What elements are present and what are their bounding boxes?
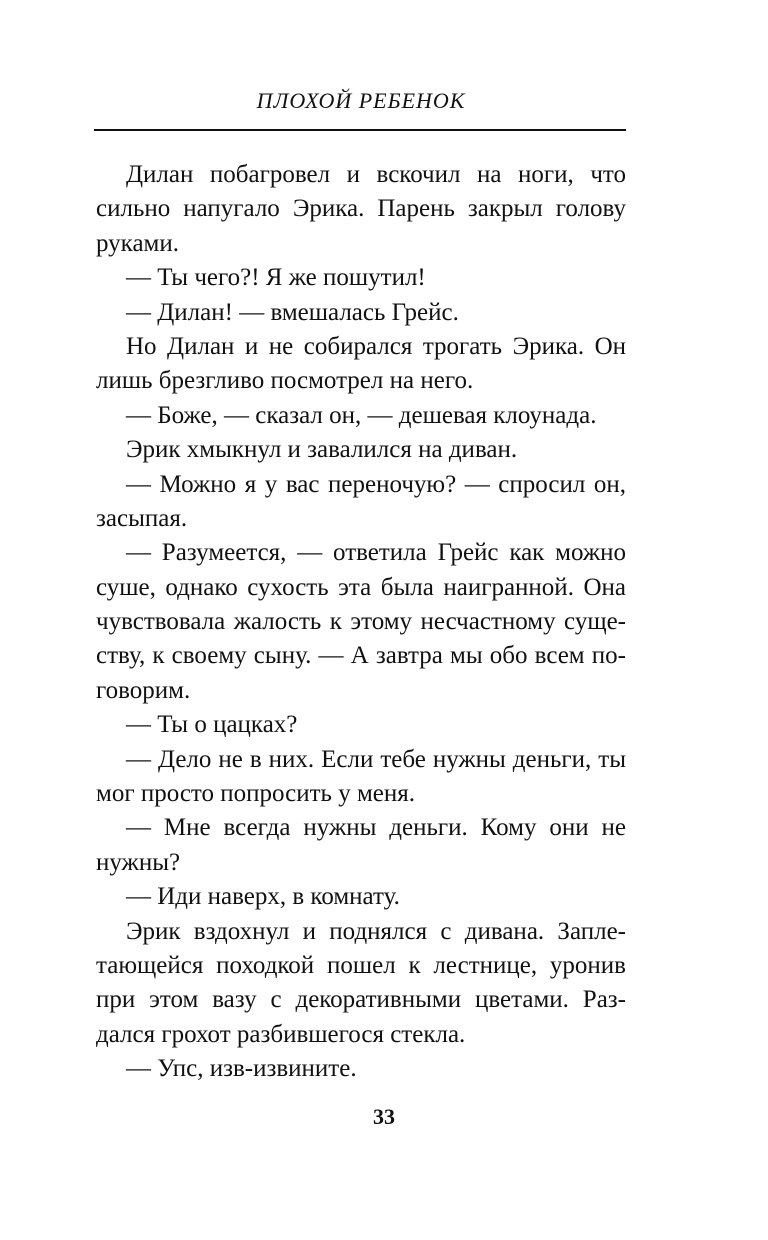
text-line: дался грохот разбившегося стекла. (96, 1020, 466, 1048)
text-line: чувствовала жалость к этому несчастному суще- (96, 608, 626, 636)
text-line: суше, однако сухость эта была наигранной. Она (96, 573, 626, 601)
text-line: — Боже, — сказал он, — дешевая клоунада. (126, 401, 597, 429)
text-line: — Иди наверх, в комнату. (126, 883, 400, 911)
text-line: руками. (96, 229, 179, 257)
text-line: Дилан побагровел и вскочил на ноги, что (126, 161, 626, 188)
text-line: при этом вазу с декоративными цветами. Раз- (96, 986, 626, 1014)
text-line: Но Дилан и не собирался трогать Эрика. Он (126, 332, 626, 360)
text-line: — Дело не в них. Если тебе нужны деньги, ты (126, 745, 626, 773)
text-line: — Ты о цацках? (126, 711, 298, 739)
running-header-title: ПЛОХОЙ РЕБЕНОК (256, 88, 466, 113)
text-line: нужны? (96, 848, 181, 876)
page-number: 33 (373, 1104, 395, 1129)
text-line: — Ты чего?! Я же пошутил! (126, 264, 426, 292)
header-rule (94, 129, 626, 131)
text-line: сильно напугало Эрика. Парень закрыл голову (96, 195, 626, 223)
text-line: Эрик хмыкнул и завалился на диван. (126, 436, 518, 464)
text-line: ству, к своему сыну. — А завтра мы обо всем по- (96, 642, 626, 670)
text-line: говорим. (96, 676, 191, 704)
text-line: — Дилан! — вмешалась Грейс. (126, 298, 459, 326)
text-line: тающейся походкой пошел к лестнице, уронив (96, 951, 626, 979)
body-text (96, 158, 626, 1087)
text-line: — Мне всегда нужны деньги. Кому они не (126, 814, 626, 842)
text-line: — Упс, изв-извините. (126, 1055, 357, 1083)
text-line: Эрик вздохнул и поднялся с дивана. Запле- (126, 917, 626, 945)
text-line: — Можно я у вас переночую? — спросил он, (126, 470, 626, 498)
text-line: мог просто попросить у меня. (96, 780, 415, 808)
text-line: — Разумеется, — ответила Грейс как можно (126, 539, 626, 567)
text-line: лишь брезгливо посмотрел на него. (96, 367, 474, 395)
text-line: засыпая. (96, 504, 188, 532)
